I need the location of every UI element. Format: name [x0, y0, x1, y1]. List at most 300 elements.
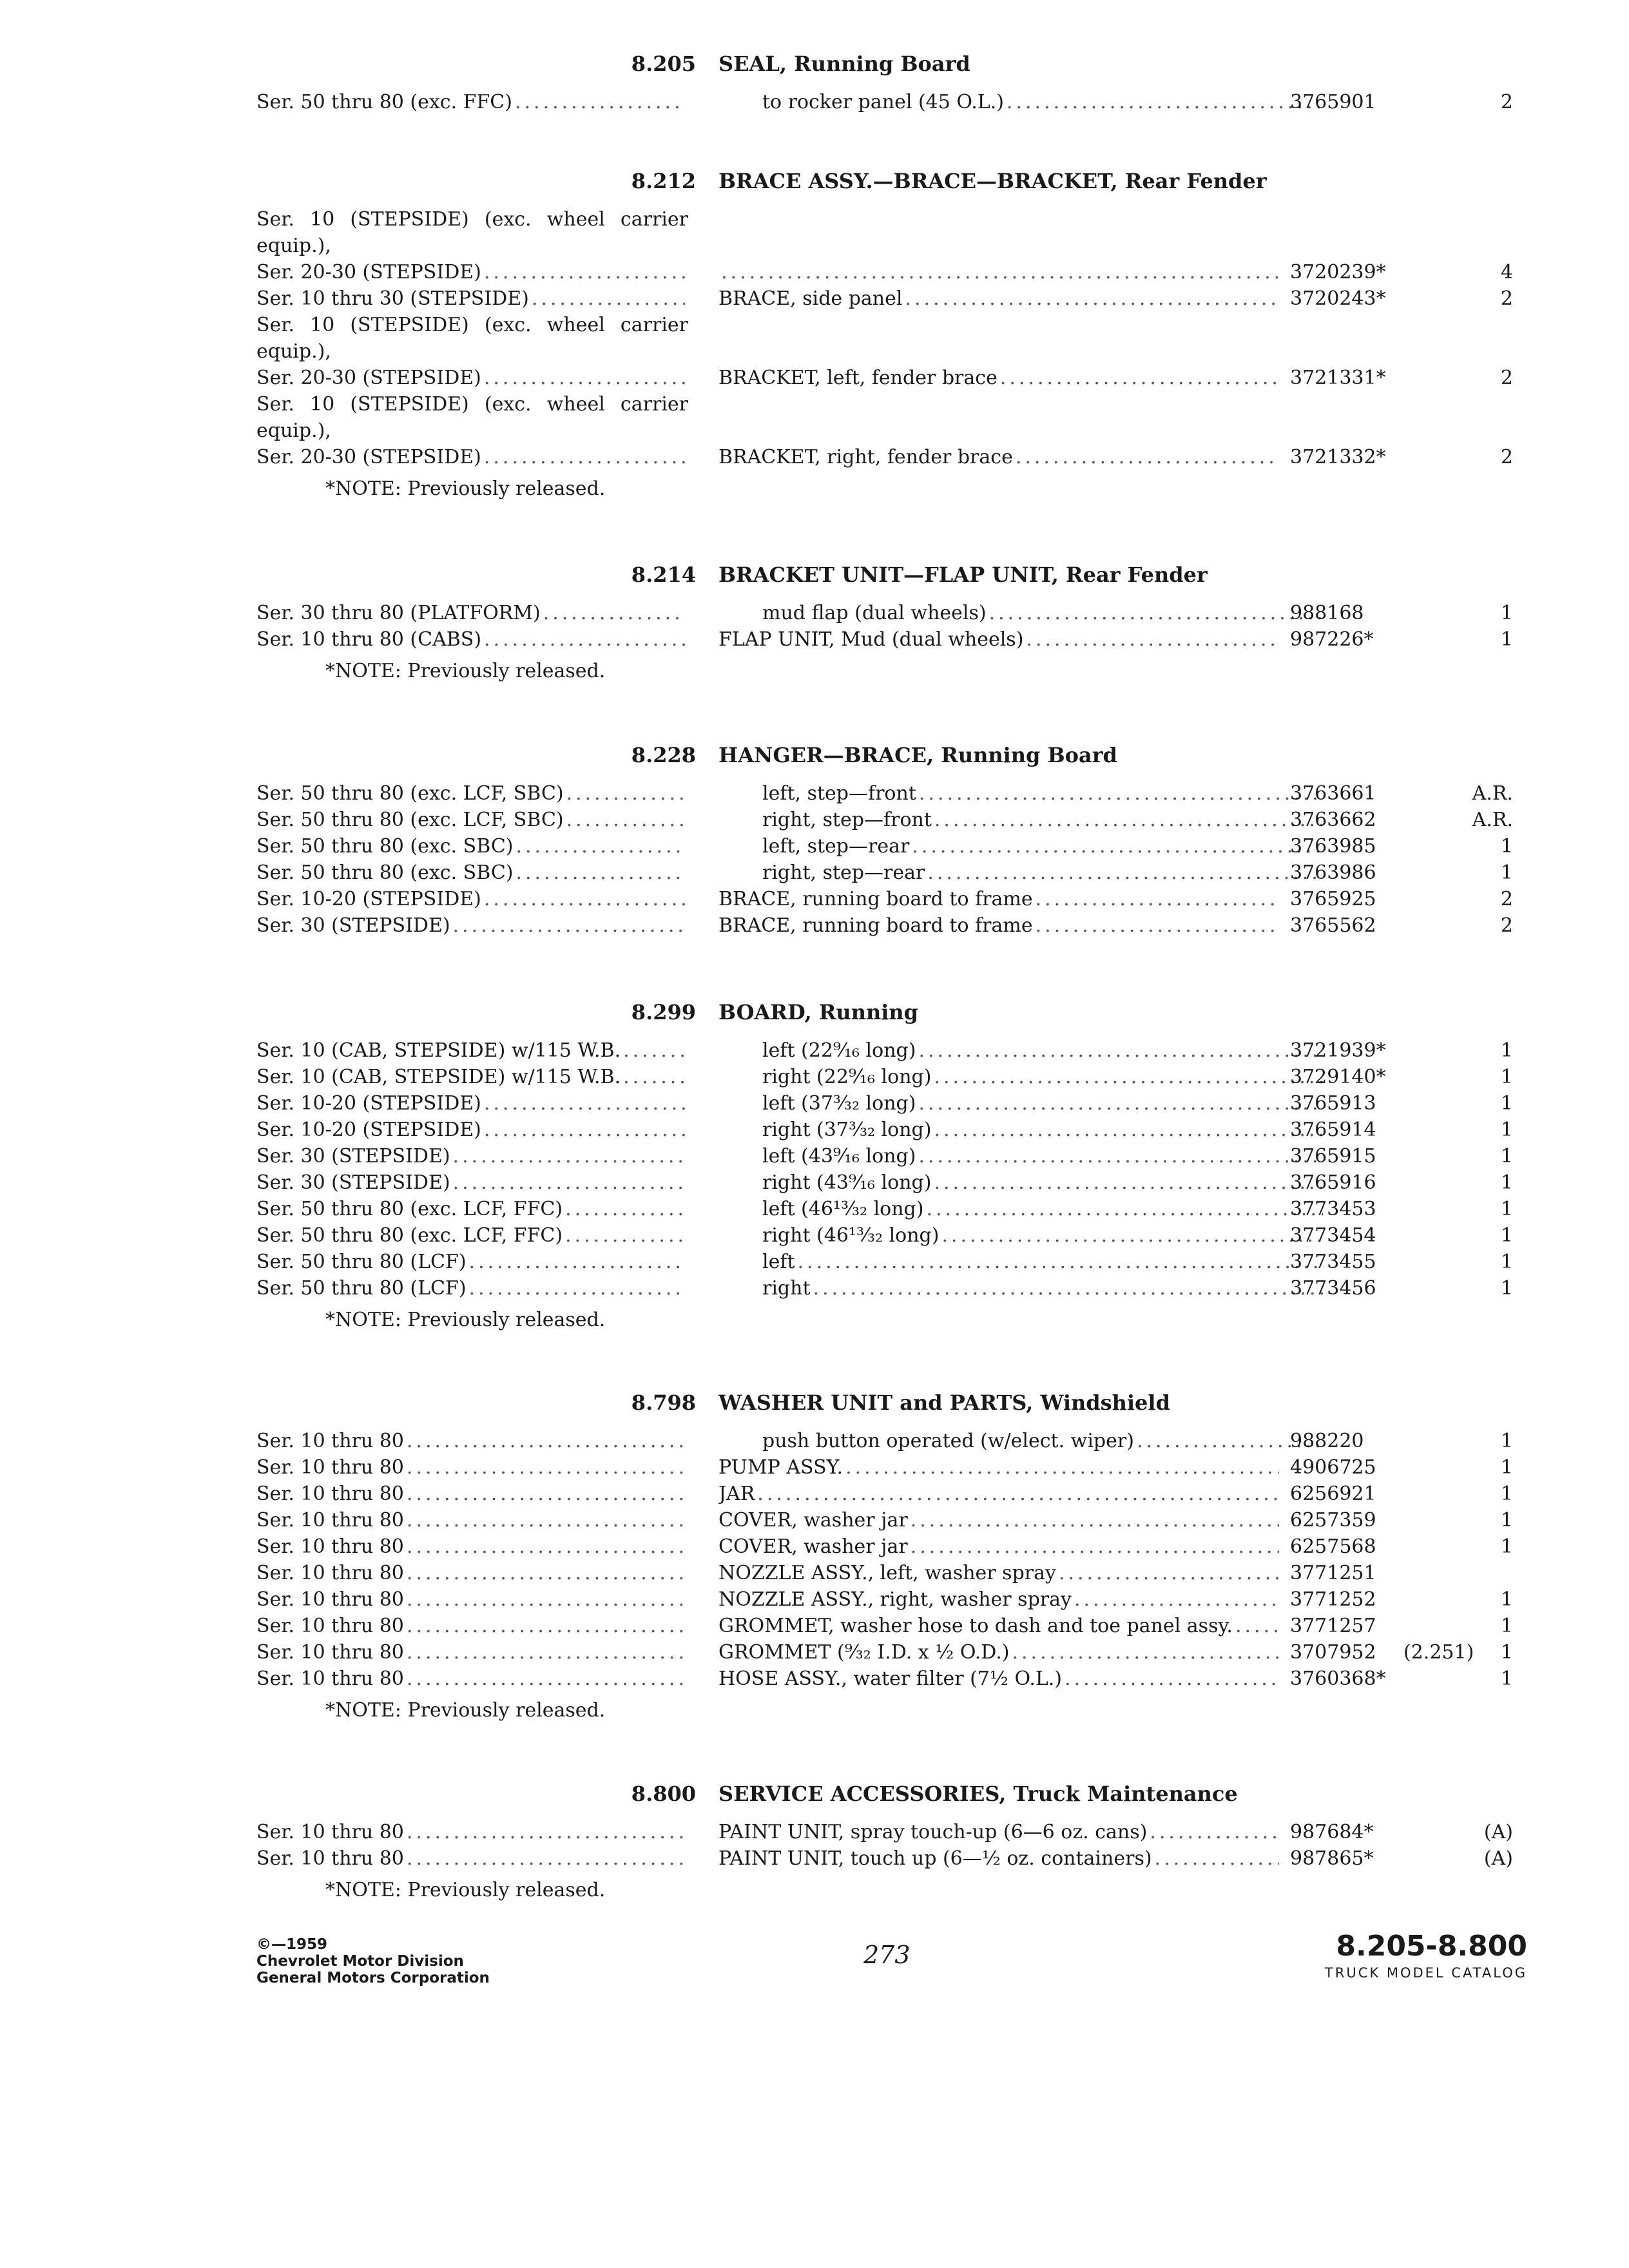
description-cell-text: HOSE ASSY., water filter (7½ O.L.) [718, 1667, 1063, 1690]
leader-dots [902, 285, 1279, 312]
leader-dots [481, 1090, 685, 1117]
table-row [0, 886, 1629, 912]
description-cell-text: BRACE, running board to frame [718, 888, 1033, 910]
description-cell-text: BRACKET, left, fender brace [718, 367, 998, 389]
description-cell [718, 1249, 1323, 1275]
table-row [0, 912, 1629, 939]
description-cell [718, 626, 1279, 653]
part-number: 3707952 [1290, 1641, 1376, 1664]
publisher-block [256, 1936, 490, 1986]
part-number: 988220 [1290, 1430, 1364, 1452]
description-cell-text: BRACE, running board to frame [718, 914, 1033, 937]
description-cell [718, 886, 1279, 912]
quantity: 2 [1500, 367, 1513, 389]
table-row [0, 1481, 1629, 1507]
series-cell [256, 1481, 685, 1507]
quantity: 1 [1500, 602, 1513, 624]
table-row [0, 780, 1629, 807]
description-cell [718, 1169, 1323, 1196]
section-title: BRACKET UNIT—FLAP UNIT, Rear Fender [718, 562, 1208, 587]
leader-dots [513, 860, 685, 886]
description-cell [718, 1196, 1323, 1222]
series-line: Ser. 10 (STEPSIDE) (exc. wheel carrier [256, 208, 688, 231]
table-row [0, 807, 1629, 833]
leader-dots [404, 1845, 685, 1872]
part-number: 6257568 [1290, 1535, 1376, 1558]
leader-dots [404, 1533, 685, 1560]
table-row [0, 1196, 1629, 1222]
description-cell-text: right (46¹³⁄₃₂ long) [762, 1224, 940, 1247]
leader-dots [1009, 1639, 1279, 1666]
table-row [0, 444, 1629, 470]
leader-dots [1033, 886, 1279, 912]
section-number: 8.205 [631, 52, 696, 76]
part-number: 3773455 [1290, 1251, 1376, 1273]
series-cell [256, 1428, 685, 1454]
leader-dots [450, 1143, 685, 1169]
description-cell-text: right, step—rear [762, 861, 925, 884]
series-cell-text: Ser. 10 thru 80 [256, 1641, 404, 1664]
table-row [0, 365, 1629, 391]
series-cell [256, 1639, 685, 1666]
description-cell-text: push button operated (w/elect. wiper) [762, 1430, 1134, 1452]
part-number: 3720239* [1290, 261, 1386, 284]
section-header [0, 562, 1629, 595]
table-row [0, 1143, 1629, 1169]
leader-dots [987, 600, 1323, 626]
series-cell-text: Ser. 10 thru 80 [256, 1456, 404, 1479]
quantity: 1 [1500, 1119, 1513, 1141]
series-cell [256, 626, 685, 653]
table-row [0, 1560, 1629, 1586]
series-cell-text: Ser. 10-20 (STEPSIDE) [256, 1119, 481, 1141]
part-number: 6256921 [1290, 1483, 1376, 1505]
table-row [0, 1845, 1629, 1872]
part-number: 3773456 [1290, 1277, 1376, 1300]
quantity: 1 [1500, 1224, 1513, 1247]
description-cell [718, 1533, 1279, 1560]
leader-dots [404, 1639, 685, 1666]
description-cell [718, 1037, 1323, 1064]
section-title: BOARD, Running [718, 1000, 919, 1024]
series-line: equip.), [256, 340, 331, 363]
section-title: SEAL, Running Board [718, 52, 970, 76]
leader-dots [404, 1666, 685, 1692]
series-cell-text: Ser. 10 thru 80 [256, 1821, 404, 1843]
description-cell-text: COVER, washer jar [718, 1535, 908, 1558]
description-cell-text: right (22⁹⁄₁₆ long) [762, 1066, 932, 1088]
description-cell [718, 833, 1323, 860]
table-row [0, 1819, 1629, 1845]
section-title: WASHER UNIT and PARTS, Windshield [718, 1390, 1170, 1415]
series-line: equip.), [256, 235, 331, 257]
quantity: 1 [1500, 835, 1513, 858]
section-title: SERVICE ACCESSORIES, Truck Maintenance [718, 1782, 1238, 1806]
series-cell-text: Ser. 20-30 (STEPSIDE) [256, 261, 481, 284]
leader-dots [404, 1586, 685, 1613]
description-cell-text: right (37³⁄₃₂ long) [762, 1119, 932, 1141]
leader-dots [404, 1481, 685, 1507]
quantity: 2 [1500, 446, 1513, 468]
group-number: (2.251) [1403, 1641, 1474, 1664]
table-row [0, 285, 1629, 312]
leader-dots [1004, 89, 1323, 115]
table-row [0, 1090, 1629, 1117]
leader-dots [1013, 444, 1279, 470]
part-number: 3763661 [1290, 782, 1376, 805]
part-number: 3765914 [1290, 1119, 1376, 1141]
series-cell-text: Ser. 10 (CAB, STEPSIDE) w/115 W.B. [256, 1039, 621, 1062]
leader-dots [932, 807, 1323, 833]
description-cell [718, 285, 1279, 312]
leader-dots [931, 1064, 1323, 1090]
leader-dots [404, 1428, 685, 1454]
series-cell-text: Ser. 30 thru 80 (PLATFORM) [256, 602, 541, 624]
part-number: 3721332* [1290, 446, 1386, 468]
part-number: 3773453 [1290, 1198, 1376, 1220]
section-number: 8.212 [631, 169, 696, 193]
description-cell-text: PUMP ASSY. [718, 1456, 843, 1479]
series-cell-text: Ser. 10 (CAB, STEPSIDE) w/115 W.B. [256, 1066, 621, 1088]
copyright-line: ©—1959 [256, 1936, 328, 1953]
quantity: 1 [1500, 1456, 1513, 1479]
series-cell-text: Ser. 10 thru 30 (STEPSIDE) [256, 287, 529, 310]
section-title: BRACE ASSY.—BRACE—BRACKET, Rear Fender [718, 169, 1267, 193]
description-cell [718, 1639, 1279, 1666]
section-header [0, 1000, 1629, 1032]
series-cell-text: Ser. 10-20 (STEPSIDE) [256, 888, 481, 910]
description-cell-text: left (43⁹⁄₁₆ long) [762, 1145, 916, 1168]
series-cell [256, 1275, 685, 1302]
section-title: HANGER—BRACE, Running Board [718, 743, 1117, 767]
description-cell-text: BRACE, side panel [718, 287, 903, 310]
description-cell-text: COVER, washer jar [718, 1509, 908, 1532]
series-cell [256, 1507, 685, 1533]
series-cell [256, 365, 685, 391]
series-cell-text: Ser. 20-30 (STEPSIDE) [256, 446, 481, 468]
description-cell-text: FLAP UNIT, Mud (dual wheels) [718, 628, 1024, 651]
section-range: 8.205-8.800 [1336, 1930, 1527, 1963]
series-cell-text: Ser. 10 thru 80 [256, 1562, 404, 1584]
section-note: *NOTE: Previously released. [325, 1309, 606, 1331]
description-cell-text: NOZZLE ASSY., left, washer spray [718, 1562, 1056, 1584]
series-wrapped-text [256, 206, 688, 259]
series-cell-text: Ser. 30 (STEPSIDE) [256, 1145, 450, 1168]
quantity: 1 [1500, 1588, 1513, 1611]
leader-dots [916, 1037, 1323, 1064]
part-number: 3763662 [1290, 809, 1376, 831]
quantity: (A) [1483, 1847, 1513, 1870]
series-cell [256, 285, 685, 312]
quantity: 1 [1500, 1535, 1513, 1558]
leader-dots [529, 285, 685, 312]
description-cell-text: left (37³⁄₃₂ long) [762, 1092, 916, 1115]
series-cell [256, 1196, 685, 1222]
series-cell-text: Ser. 30 (STEPSIDE) [256, 914, 450, 937]
part-number: 987684* [1290, 1821, 1374, 1843]
series-cell [256, 1819, 685, 1845]
table-row [0, 1037, 1629, 1064]
leader-dots [908, 1507, 1279, 1533]
section-number: 8.800 [631, 1782, 696, 1806]
description-cell [718, 1666, 1279, 1692]
description-cell [718, 780, 1323, 807]
quantity: 1 [1500, 1483, 1513, 1505]
series-cell [256, 1249, 685, 1275]
table-row [0, 1586, 1629, 1613]
section-note: *NOTE: Previously released. [325, 477, 606, 500]
leader-dots [404, 1613, 685, 1639]
quantity: 1 [1500, 1509, 1513, 1532]
series-cell [256, 1586, 685, 1613]
table-row [0, 1454, 1629, 1481]
series-cell-text: Ser. 50 thru 80 (LCF) [256, 1277, 467, 1300]
part-number: 3765901 [1290, 91, 1376, 113]
description-cell-text: GROMMET, washer hose to dash and toe panel assy. [718, 1615, 1233, 1637]
leader-dots [450, 1169, 685, 1196]
leader-dots [755, 1481, 1279, 1507]
part-number: 987226* [1290, 628, 1374, 651]
quantity: 1 [1500, 1251, 1513, 1273]
leader-dots [467, 1275, 685, 1302]
series-wrapped-text [256, 391, 688, 444]
section-note: *NOTE: Previously released. [325, 1879, 606, 1901]
leader-dots [541, 600, 685, 626]
series-cell-text: Ser. 10 thru 80 [256, 1847, 404, 1870]
series-cell [256, 833, 685, 860]
series-wrapped-text [256, 312, 688, 365]
description-cell [718, 1613, 1279, 1639]
leader-dots [621, 1037, 685, 1064]
catalog-range-block [1325, 1930, 1527, 1981]
series-cell [256, 780, 685, 807]
leader-dots [481, 365, 685, 391]
table-row [0, 1507, 1629, 1533]
description-cell-text: NOZZLE ASSY., right, washer spray [718, 1588, 1072, 1611]
part-number: 3720243* [1290, 287, 1386, 310]
series-cell-text: Ser. 50 thru 80 (exc. LCF, SBC) [256, 782, 564, 805]
part-number: 3771252 [1290, 1588, 1376, 1611]
description-cell [718, 1845, 1279, 1872]
description-cell [718, 807, 1323, 833]
leader-dots [1056, 1560, 1279, 1586]
leader-dots [1233, 1613, 1279, 1639]
series-cell-text: Ser. 10 thru 80 [256, 1430, 404, 1452]
series-cell-text: Ser. 10-20 (STEPSIDE) [256, 1092, 481, 1115]
quantity: 1 [1500, 861, 1513, 884]
description-cell [718, 912, 1279, 939]
series-cell-text: Ser. 50 thru 80 (exc. FFC) [256, 91, 512, 113]
section-header [0, 52, 1629, 84]
description-cell [718, 1454, 1279, 1481]
part-number: 3765916 [1290, 1171, 1376, 1194]
section-number: 8.228 [631, 743, 696, 767]
leader-dots [404, 1507, 685, 1533]
leader-dots [1147, 1819, 1279, 1845]
series-cell [256, 600, 685, 626]
leader-dots [908, 1533, 1279, 1560]
table-row [0, 600, 1629, 626]
description-cell [718, 444, 1279, 470]
leader-dots [481, 444, 685, 470]
quantity: 2 [1500, 91, 1513, 113]
series-cell-text: Ser. 20-30 (STEPSIDE) [256, 367, 481, 389]
leader-dots [481, 886, 685, 912]
table-row [0, 1275, 1629, 1302]
leader-dots [1072, 1586, 1279, 1613]
part-number: 3765915 [1290, 1145, 1376, 1168]
series-cell [256, 89, 685, 115]
table-row [0, 1533, 1629, 1560]
quantity: A.R. [1472, 809, 1513, 831]
part-number: 987865* [1290, 1847, 1374, 1870]
quantity: 1 [1500, 1092, 1513, 1115]
series-cell [256, 807, 685, 833]
corporation-line: General Motors Corporation [256, 1970, 490, 1986]
quantity: 1 [1500, 1039, 1513, 1062]
leader-dots [404, 1454, 685, 1481]
leader-dots [843, 1454, 1279, 1481]
quantity: 1 [1500, 1615, 1513, 1637]
leader-dots [563, 1222, 685, 1249]
quantity: 2 [1500, 287, 1513, 310]
series-cell [256, 1143, 685, 1169]
description-cell [718, 1090, 1323, 1117]
leader-dots [1023, 626, 1279, 653]
part-number: 3771251 [1290, 1562, 1376, 1584]
leader-dots [1033, 912, 1279, 939]
description-cell-text: mud flap (dual wheels) [762, 602, 987, 624]
quantity: 1 [1500, 1641, 1513, 1664]
part-number: 3763986 [1290, 861, 1376, 884]
part-number: 6257359 [1290, 1509, 1376, 1532]
part-number: 3721939* [1290, 1039, 1386, 1062]
catalog-name: TRUCK MODEL CATALOG [1324, 1965, 1527, 1981]
description-cell [718, 1143, 1323, 1169]
part-number: 3771257 [1290, 1615, 1376, 1637]
description-cell [718, 1222, 1323, 1249]
leader-dots [450, 912, 685, 939]
table-row [0, 1222, 1629, 1249]
description-cell-text: PAINT UNIT, spray touch-up (6—6 oz. cans) [718, 1821, 1148, 1843]
part-number: 3773454 [1290, 1224, 1376, 1247]
table-row [0, 259, 1629, 285]
description-cell-text: right, step—front [762, 809, 932, 831]
quantity: A.R. [1472, 782, 1513, 805]
series-cell [256, 1222, 685, 1249]
description-cell [718, 860, 1323, 886]
leader-dots [513, 833, 685, 860]
table-row [0, 1249, 1629, 1275]
leader-dots [998, 365, 1279, 391]
series-cell [256, 1454, 685, 1481]
leader-dots [931, 1117, 1323, 1143]
quantity: 4 [1500, 261, 1513, 284]
leader-dots [564, 780, 685, 807]
leader-dots [718, 259, 1279, 285]
leader-dots [916, 780, 1323, 807]
series-cell [256, 886, 685, 912]
leader-dots [404, 1560, 685, 1586]
quantity: 1 [1500, 1198, 1513, 1220]
leader-dots [925, 860, 1323, 886]
series-line: equip.), [256, 419, 331, 442]
leader-dots [916, 1090, 1323, 1117]
quantity: 1 [1500, 1066, 1513, 1088]
description-cell-text: BRACKET, right, fender brace [718, 446, 1013, 468]
description-cell-text: left, step—front [762, 782, 916, 805]
section-header [0, 169, 1629, 201]
series-cell-text: Ser. 10 thru 80 [256, 1535, 404, 1558]
series-cell-text: Ser. 10 thru 80 [256, 1667, 404, 1690]
series-cell [256, 1090, 685, 1117]
series-cell-text: Ser. 30 (STEPSIDE) [256, 1171, 450, 1194]
section-note: *NOTE: Previously released. [325, 660, 606, 682]
series-cell-text: Ser. 50 thru 80 (exc. SBC) [256, 861, 514, 884]
part-number: 3721331* [1290, 367, 1386, 389]
leader-dots [931, 1169, 1323, 1196]
page-number: 273 [863, 1941, 911, 1969]
description-cell-text: JAR [718, 1483, 755, 1505]
series-line: Ser. 10 (STEPSIDE) (exc. wheel carrier [256, 393, 688, 416]
description-cell-text: left (46¹³⁄₃₂ long) [762, 1198, 924, 1220]
series-cell-text: Ser. 10 thru 80 [256, 1588, 404, 1611]
description-cell [718, 1586, 1279, 1613]
part-number: 988168 [1290, 602, 1364, 624]
description-cell-text: to rocker panel (45 O.L.) [762, 91, 1004, 113]
part-number: 3765562 [1290, 914, 1376, 937]
series-cell [256, 1845, 685, 1872]
description-cell-text: GROMMET (⁹⁄₃₂ I.D. x ½ O.D.) [718, 1641, 1010, 1664]
description-cell [718, 1428, 1323, 1454]
series-cell [256, 860, 685, 886]
leader-dots [564, 807, 685, 833]
series-cell [256, 912, 685, 939]
description-cell [718, 1819, 1279, 1845]
table-row [0, 1613, 1629, 1639]
table-row [0, 1666, 1629, 1692]
part-number: 3760368* [1290, 1667, 1386, 1690]
quantity: 2 [1500, 888, 1513, 910]
series-cell-text: Ser. 10 thru 80 [256, 1509, 404, 1532]
table-row [0, 1117, 1629, 1143]
series-cell [256, 1064, 685, 1090]
leader-dots [481, 1117, 685, 1143]
leader-dots [467, 1249, 685, 1275]
leader-dots [563, 1196, 685, 1222]
leader-dots [811, 1275, 1323, 1302]
description-cell-text: right [762, 1277, 811, 1300]
series-cell [256, 1037, 685, 1064]
series-line: Ser. 10 (STEPSIDE) (exc. wheel carrier [256, 314, 688, 336]
series-cell-text: Ser. 10 thru 80 (CABS) [256, 628, 482, 651]
series-cell-text: Ser. 50 thru 80 (exc. LCF, FFC) [256, 1224, 563, 1247]
division-line: Chevrolet Motor Division [256, 1953, 464, 1970]
quantity: 1 [1500, 1171, 1513, 1194]
series-cell [256, 1613, 685, 1639]
quantity: 2 [1500, 914, 1513, 937]
leader-dots [512, 89, 685, 115]
leader-dots [909, 833, 1323, 860]
section-number: 8.798 [631, 1390, 696, 1415]
table-row [0, 1428, 1629, 1454]
section-number: 8.299 [631, 1000, 696, 1024]
table-row [0, 860, 1629, 886]
part-number: 4906725 [1290, 1456, 1376, 1479]
quantity: 1 [1500, 1145, 1513, 1168]
description-cell [718, 1481, 1279, 1507]
section-header [0, 1390, 1629, 1423]
